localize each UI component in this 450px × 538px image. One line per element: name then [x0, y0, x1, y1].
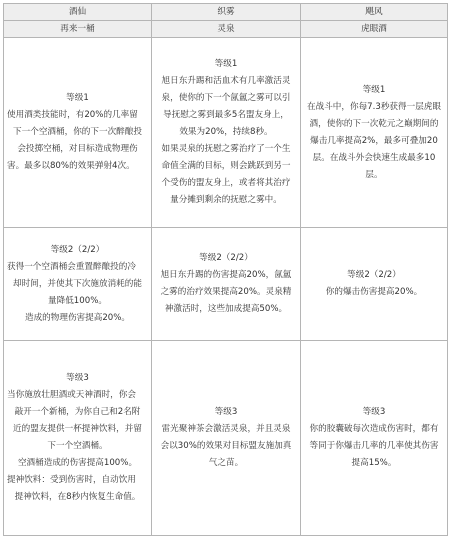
description-line: 酒，使你的下一次乾元之巅期间的 [309, 118, 439, 129]
header-row [4, 4, 448, 21]
level-label: 等级1 [362, 84, 386, 95]
talent-comparison-table [3, 3, 448, 536]
description-line: 雷光聚神茶会激活灵泉，并且灵泉 [161, 424, 291, 434]
description-line: 当你施放壮胆酒或天神酒时，你会 [7, 390, 136, 400]
description-line: 敲开一个新桶，为你自己和2名附 [14, 407, 141, 417]
description-line: 你的胶囊破每次造成伤害时，都有 [309, 424, 439, 434]
table-cell [4, 38, 152, 228]
description-line: 个受伤的盟友身上，或者将其治疗 [161, 178, 291, 188]
description-line: 量分摊到剩余的抚慰之雾中。 [170, 195, 282, 205]
table-cell [152, 228, 301, 341]
description-line: 近的盟友提供一杯提神饮料，并留 [13, 424, 142, 434]
table-cell [152, 341, 301, 536]
description-line: 量降低100%。 [48, 295, 107, 306]
level-label: 等级3 [66, 373, 89, 383]
table-row [4, 228, 448, 341]
table-cell [152, 38, 301, 228]
description-line: 会以30%的效果对目标盟友施加真 [160, 441, 292, 451]
level-label: 等级2（2/2） [347, 270, 401, 280]
table-row [4, 341, 448, 536]
description-line: 气之苗。 [208, 458, 244, 468]
description-line: 爆击几率提高2%，最多可叠加20 [310, 135, 438, 146]
description-line: 会投掷空桶，对目标造成物理伤 [17, 144, 138, 154]
talent-name: 灵泉 [152, 21, 301, 38]
description-line: 提高15%。 [351, 458, 397, 468]
table-cell [4, 228, 152, 341]
description-line: 造成的物理伤害提高20%。 [24, 312, 131, 323]
description-line: 神激活时，这些加成提高50%。 [164, 304, 288, 314]
description-line: 命值全满的目标，则会跳跃到另一 [161, 161, 291, 171]
description-line: 效果为20%，持续8秒。 [179, 127, 273, 137]
description-line: 之雾的治疗效果提高20%。灵泉精 [160, 287, 292, 297]
description-line: 等同于你爆击几率的几率使其伤害 [309, 441, 439, 451]
column-header: 酒仙 [4, 4, 152, 21]
description-line: 空酒桶造成的伤害提高100%。 [17, 458, 138, 468]
description-line: 层。在战斗外会快速生成最多10 [312, 152, 436, 163]
table-cell [301, 38, 448, 228]
description-line: 下一个空酒桶。 [47, 441, 108, 451]
description-line: 提神饮料，在8秒内恢复生命值。 [14, 492, 141, 502]
description-line: 如果灵泉的抚慰之雾治疗了一个生 [161, 144, 291, 154]
description-line: 在战斗中，你每7.3秒获得一层虎眼 [307, 101, 441, 112]
table-cell [301, 228, 448, 341]
column-header: 织雾 [152, 4, 301, 21]
table-cell [301, 341, 448, 536]
level-label: 等级1 [214, 59, 238, 69]
level-label: 等级2（2/2） [199, 253, 253, 263]
level-label: 等级3 [214, 407, 238, 417]
description-line: 获得一个空酒桶会重置醉酿投的冷 [7, 261, 136, 272]
description-line: 却时间，并使其下次施放消耗的能 [13, 278, 142, 289]
description-line: 提神饮料：受到伤害时，自动饮用 [7, 475, 136, 485]
table-cell [4, 341, 152, 536]
description-line: 导抚慰之雾到最多5名盟友身上， [163, 110, 289, 120]
description-line: 下一个空酒桶，你的下一次醉酿投 [13, 127, 142, 137]
description-line: 旭日东升踢和活血术有几率激活灵 [161, 76, 291, 86]
description-line: 层。 [365, 169, 383, 180]
subheader-row [4, 21, 448, 38]
level-label: 等级1 [66, 93, 89, 103]
column-header: 飓风 [301, 4, 448, 21]
level-label: 等级3 [362, 407, 386, 417]
level-label: 等级2（2/2） [50, 244, 105, 255]
description-line: 泉，使你的下一个氤氲之雾可以引 [161, 93, 291, 103]
description-line: 使用酒类技能时，有20%的几率留 [7, 110, 138, 120]
description-line: 害。最多以80%的效果弹射4次。 [7, 161, 135, 171]
description-line: 旭日东升踢的伤害提高20%，氤氲 [160, 270, 292, 280]
talent-name: 再来一桶 [4, 21, 152, 38]
description-line: 你的爆击伤害提高20%。 [325, 287, 423, 297]
table-row [4, 38, 448, 228]
talent-name: 虎眼酒 [301, 21, 448, 38]
